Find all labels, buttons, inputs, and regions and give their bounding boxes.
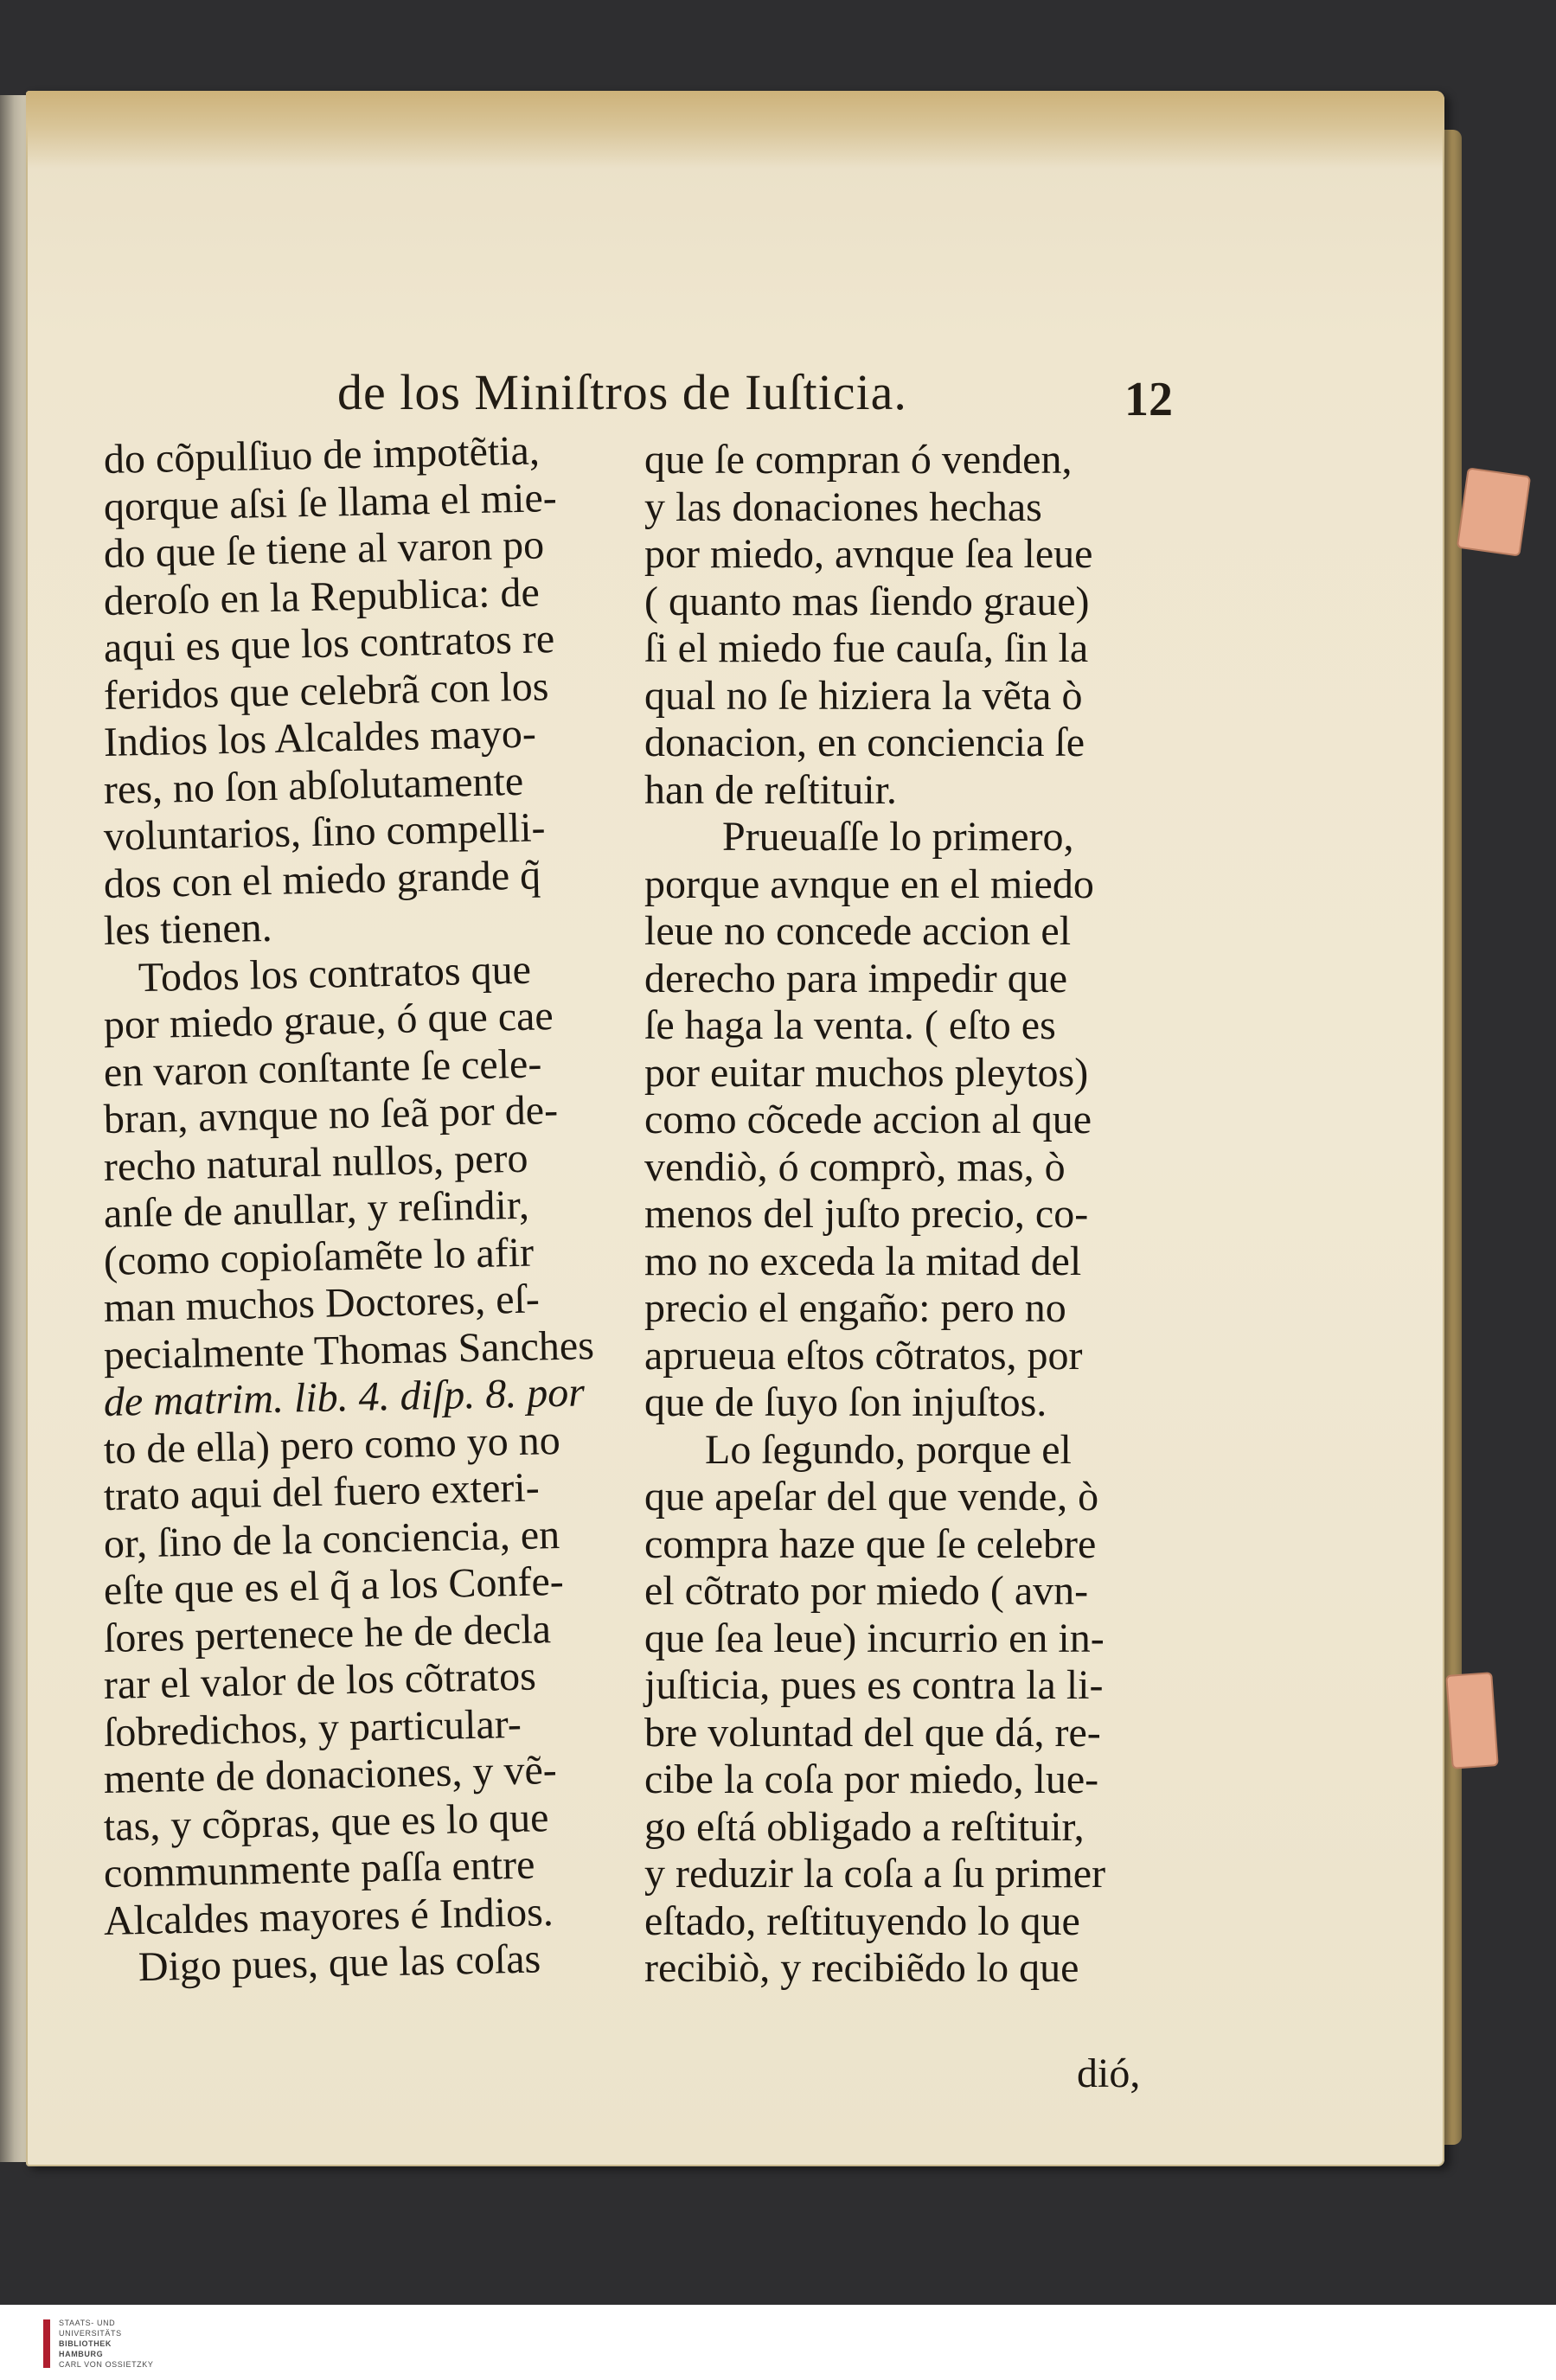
logo-line: STAATS- UND UNIVERSITÄTS [59,2319,122,2338]
text-line: ſi el miedo fue cauſa, ſin la [644,625,1089,671]
text-line: ( quanto mas ſiendo graue) [644,578,1090,624]
text-line: qual no ſe hiziera la vẽta ò [644,672,1083,719]
logo-line: BIBLIOTHEK [59,2339,112,2348]
text-line: han de reſtituir. [644,766,897,813]
text-line: recibiò, y recibiẽdo lo que [644,1945,1079,1991]
text-line: to de ella) pero como yo no [103,1417,561,1473]
text-line: Indios los Alcaldes mayo- [103,710,537,765]
text-line: Digo pues, que las coſas [138,1935,541,1991]
text-line: eſtado, reſtituyendo lo que [644,1897,1080,1944]
text-line: rar el valor de los cõtratos [103,1653,537,1708]
text-line: ſobredichos, y particular- [103,1700,522,1756]
text-line: Lo ſegundo, porque el [705,1426,1072,1473]
text-line: trato aqui del fuero exteri- [103,1464,541,1519]
text-line: pecialmente Thomas Sanches [103,1321,595,1379]
text-line: go eſtá obligado a reſtituir, [644,1803,1085,1850]
text-line: ſe haga la venta. ( eſto es [644,1002,1056,1048]
text-line: de matrim. lib. 4. diſp. 8. por [103,1369,586,1425]
text-line: por miedo graue, ó que cae [103,993,554,1048]
text-line: vendiò, ó comprò, mas, ò [644,1143,1066,1190]
text-line: y las donaciones hechas [644,483,1042,530]
text-line: y reduzir la coſa a ſu primer [644,1851,1106,1897]
text-line: derecho para impedir que [644,955,1068,1001]
text-line: precio el engaño: pero no [644,1285,1066,1331]
text-line: que de ſuyo ſon injuſtos. [644,1379,1047,1425]
text-line: voluntarios, ſino compelli- [103,804,547,860]
text-line: que ſea leue) incurrio en in- [644,1615,1105,1661]
text-line: porque avnque en el miedo [644,861,1094,907]
left-text-column [103,427,614,2080]
text-line: menos del juſto precio, co- [644,1191,1089,1237]
text-line: bran, avnque no ſeã por de- [103,1087,559,1142]
text-line: donacion, en conciencia ſe [644,720,1085,765]
text-line: en varon conſtante ſe cele- [103,1040,542,1096]
text-line: Prueuaſſe lo primero, [722,814,1074,860]
text-line: mo no exceda la mitad del [644,1238,1082,1284]
text-line: ſores pertenece he de decla [103,1605,552,1661]
text-line: les tienen. [103,904,273,954]
text-line: anſe de anullar, y reſindir, [103,1181,530,1237]
text-line: do cõpulſiuo de impotẽtia, [103,427,541,483]
text-line: por miedo, avnque ſea leue [644,531,1093,577]
text-line: or, ſino de la conciencia, en [103,1511,560,1567]
logo-mark-icon [43,2319,50,2368]
paper-tab-marker [1457,467,1531,556]
logo-line: CARL VON OSSIETZKY [59,2360,154,2369]
text-line: communmente paſſa entre [103,1841,535,1897]
text-line: por euitar muchos pleytos) [644,1049,1089,1096]
text-line: aqui es que los contratos re [103,616,555,671]
footer-bar [0,2305,1556,2380]
text-line: recho natural nullos, pero [103,1135,528,1190]
logo-text [59,2318,180,2370]
text-line: que ſe compran ó venden, [644,437,1073,483]
text-line: que apeſar del que vende, ò [644,1474,1099,1519]
text-line: eſte que es el q̃ a los Confe- [103,1558,565,1614]
top-edge-stain [26,91,1444,169]
library-logo [43,2318,182,2373]
text-line: Alcaldes mayores é Indios. [103,1888,554,1944]
logo-line: HAMBURG [59,2350,104,2358]
catchword: dió, [1077,2051,1141,2096]
text-line: leue no concede accion el [644,908,1072,954]
paper-tab-marker [1445,1672,1498,1769]
text-line: Todos los contratos que [138,946,532,1001]
text-line: tas, y cõpras, que es lo que [103,1794,549,1850]
text-line: aprueua eſtos cõtratos, por [644,1332,1083,1379]
text-line: qorque aſsi ſe llama el mie- [103,474,558,530]
page-number: 12 [1124,373,1173,426]
text-line: dos con el miedo grande q̃ [103,851,541,907]
text-line: bre voluntad del que dá, re- [644,1709,1101,1756]
text-line: man muchos Doctores, eſ- [103,1276,541,1331]
text-line: deroſo en la Republica: de [103,568,541,624]
text-line: do que ſe tiene al varon po [103,521,545,577]
text-line: mente de donaciones, y vẽ- [103,1747,558,1802]
running-title: de los Miniſtros de Iuſticia. [337,364,907,420]
text-line: como cõcede accion al que [644,1097,1092,1142]
text-line: el cõtrato por miedo ( avn- [644,1568,1089,1614]
right-text-column [644,437,1163,2080]
text-line: juſticia, pues es contra la li- [644,1662,1104,1708]
text-line: (como copioſamẽte lo afir [103,1229,535,1284]
text-line: res, no ſon abſolutamente [103,758,524,813]
text-line: compra haze que ſe celebre [644,1520,1097,1567]
text-line: cibe la coſa por miedo, lue- [644,1756,1099,1802]
text-line: feridos que celebrã con los [103,662,549,719]
